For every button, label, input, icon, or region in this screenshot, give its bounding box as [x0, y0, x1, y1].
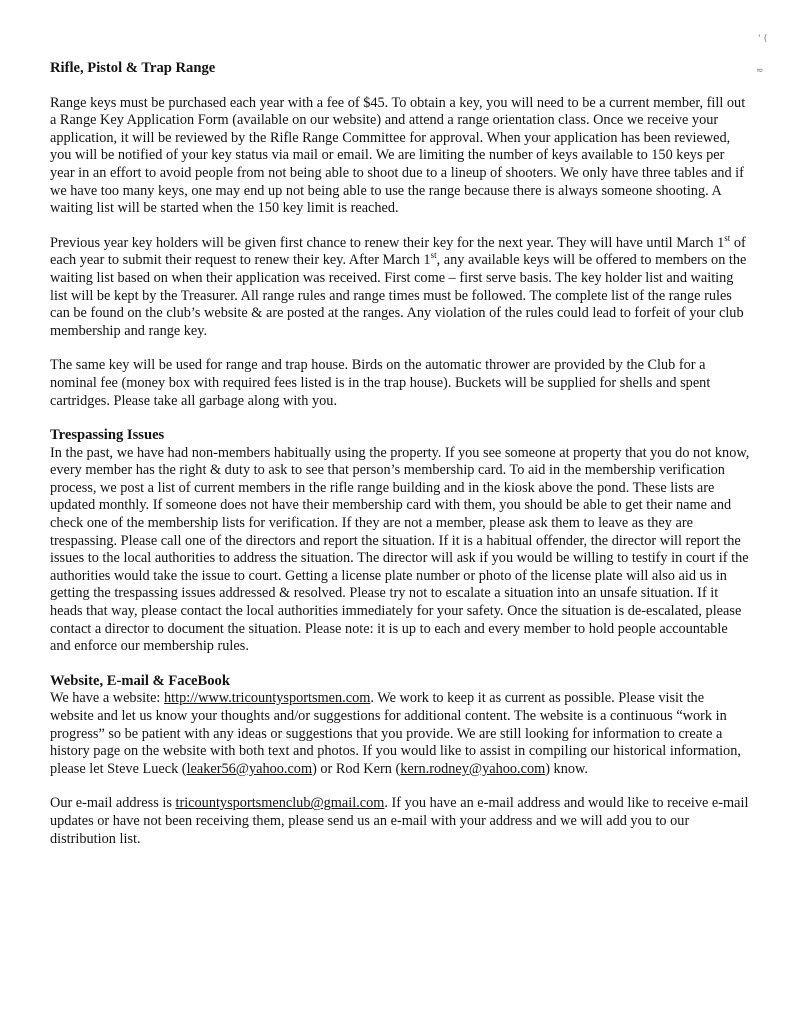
email-link-steve[interactable]: leaker56@yahoo.com — [186, 760, 313, 777]
paragraph-trap-house: The same key will be used for range and trap house. Birds on the automatic thrower are provided by the Club for a nominal fee (money box with required fees listed is in the trap house). Buckets will be supplied for shells and spent cartridges. Please take all garbage along with you. — [50, 357, 711, 409]
paragraph-website — [50, 690, 750, 778]
text-run: We have a website: — [50, 690, 164, 707]
paragraph-trespassing: In the past, we have had non-members habitually using the property. If you see someone at property that you do not know, every member has the right & duty to ask to see that person’s membership card. To aid in the membership verification process, we post a list of current members in the rifle range building and in the kiosk above the pond. These lists are updated monthly. If someone does not have their membership card with them, you should be able to get their name and check one of the membership lists for verification. If they are not a member, please ask them to leave as they are trespassing. Please call one of the directors and report the situation. If it is a habitual offender, the director will report the issues to the local authorities to address the situation. The director will ask if you would be willing to testify in court if the authorities would take the issue to court. Getting a license plate number or photo of the license plate will also aid us in getting the trespassing issues addressed & resolved. Please try not to escalate a situation into an unsafe situation. If it heads that way, please contact the local authorities immediately for your safety. Once the situation is de-escalated, please contact a director to document the situation. Please note: it is up to each and every member to hold people accountable and enforce our membership rules. — [50, 444, 750, 655]
document-page — [50, 60, 750, 848]
ordinal-suffix: st — [724, 232, 731, 243]
email-link-rod[interactable]: kern.rodney@yahoo.com — [400, 760, 546, 777]
scan-mark-top: ‘ ( — [758, 34, 768, 44]
email-link-club[interactable]: tricountysportsmenclub@gmail.com — [175, 795, 385, 812]
text-run: . We work to keep it as current as possible. Please visit the website and let us know your thoughts and/or suggestions for additional content. The website is a continuous “work in progress” so be patient with any ideas or suggestions that you provide. We are still looking for information to create a history page on the website with both text and photos. If you would like to assist in compiling our historical information, please let Steve Lueck ( — [50, 690, 741, 777]
section-heading-website: Website, E-mail & FaceBook — [50, 672, 230, 689]
paragraph-range-keys: Range keys must be purchased each year with a fee of $45. To obtain a key, you will need to be a current member, fill out a Range Key Application Form (available on our website) and attend a range orientation class. Once we receive your application, it will be reviewed by the Rifle Range Committee for approval. When your application has been reviewed, you will be notified of your key status via mail or email. We are limiting the number of keys available to 150 keys per year in an effort to avoid people from not being able to shoot due to a lineup of shooters. We only have three tables and if we have too many keys, one may end up not being able to use the range because there is always someone shooting. A waiting list will be started when the 150 key limit is reached. — [50, 94, 746, 217]
text-run: Previous year key holders will be given first chance to renew their key for the next year. They will have until March 1 — [50, 234, 725, 251]
text-run: Our e-mail address is — [50, 795, 176, 812]
text-run: ) know. — [545, 760, 588, 777]
paragraph-key-renewal — [50, 232, 750, 341]
text-run: . If you have an e-mail address and would like to receive e-mail updates or have not been receiving them, please send us an e-mail with your address and we will add you to our distribution list. — [50, 795, 749, 847]
ordinal-suffix: st — [430, 250, 437, 261]
scan-mark-side: ≂ — [756, 66, 764, 76]
text-run: , any available keys will be offered to members on the waiting list based on when their application was received. First come – first serve basis. The key holder list and waiting list will be kept by the Treasurer. All range rules and range times must be followed. The complete list of the range rules can be found on the club’s website & are posted at the ranges. Any violation of the rules could lead to forfeit of your club membership and range key. — [50, 252, 747, 339]
section-heading-range: Rifle, Pistol & Trap Range — [50, 60, 216, 76]
website-link[interactable]: http://www.tricountysportsmen.com — [163, 690, 371, 707]
text-run: ) or Rod Kern ( — [312, 760, 401, 777]
paragraph-email — [50, 795, 750, 848]
text-run: of each year to submit their request to renew their key. After March 1 — [50, 234, 746, 269]
section-heading-trespassing: Trespassing Issues — [50, 427, 165, 444]
